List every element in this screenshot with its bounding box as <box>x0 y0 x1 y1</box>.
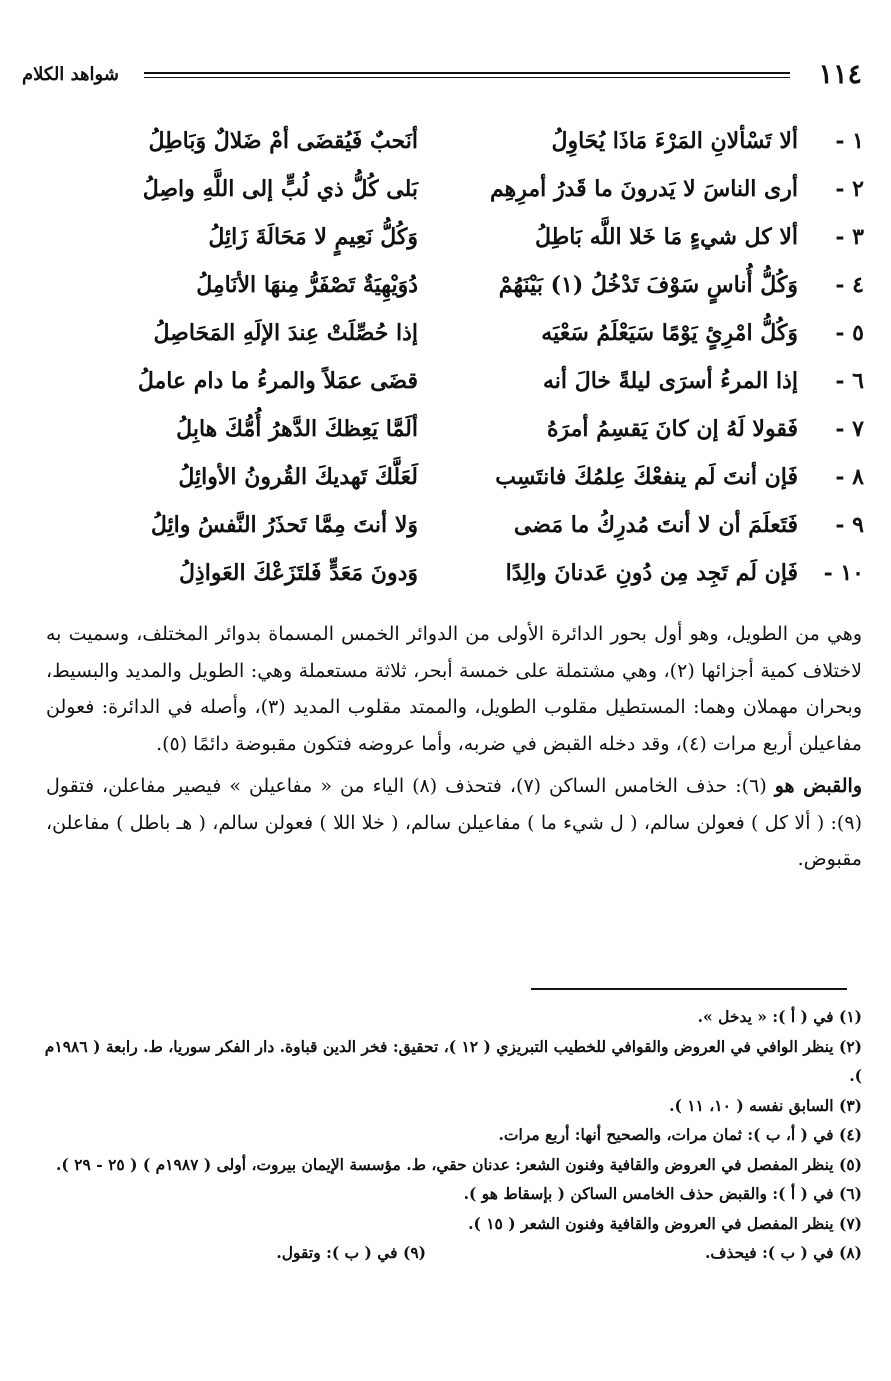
verse-number: ١ - <box>835 128 864 154</box>
footnote: (١) في ( أ ): « يدخل ». <box>697 1007 862 1026</box>
verse-first-hemistich: وَكُلُّ أُناسٍ سَوْفَ تَدْخُلُ (١) بَيْنَهُمْ <box>498 272 798 298</box>
verse-first-hemistich: فَإن لَم تَجِد مِن دُونِ عَدنانَ والِدًا <box>505 560 798 586</box>
paragraph-body: (٦): حذف الخامس الساكن (٧)، فتحذف (٨) الياء من « مفاعيلن » فيصير مفاعلن، فتقول (٩): ( ألا كل ) فعولن سالم، ( ل شيء ما ) مفاعيلن سالم، ( خلا اللا ) فعولن سالم، ( هـ باطل ) مفاعلن، مقبوض. <box>46 775 862 870</box>
verse-second-hemistich: وَلا أنتَ مِمَّا تَحذَرُ النَّفسُ وائِلُ <box>150 512 418 538</box>
verse-row <box>48 312 864 360</box>
footnote: (٣) السابق نفسه ( ١٠، ١١ ). <box>669 1095 862 1115</box>
verse-row <box>48 504 864 552</box>
verse-row <box>48 120 864 168</box>
verse-number: ٨ - <box>835 464 864 490</box>
verse-number: ٤ - <box>835 272 864 298</box>
footnote-separator <box>531 988 847 990</box>
commentary-paragraph: وهي من الطويل، وهو أول بحور الدائرة الأولى من الدوائر الخمس المسماة بدوائر المختلف، وسميت به لاختلاف كمية أجزائها (٢)، وهي مشتملة على خمسة أبحر، ثلاثة مستعملة وهي: الطويل والمديد والبسيط، وبحران مهملان وهما: المستطيل مقلوب الطويل، والممتد مقلوب المديد (٣)، وأصله في الدائرة: فعولن مفاعيلن أربع مرات (٤)، وقد دخله القبض في ضربه، وأما عروضه فتكون مقبوضة دائمًا (٥). <box>46 623 863 755</box>
verse-second-hemistich: دُوَيْهِيَةٌ تَصْفَرُّ مِنهَا الأنَامِلُ <box>196 272 418 298</box>
footnote: (٩) في ( ب ): وتقول. <box>276 1243 426 1262</box>
paragraph-lead: والقبض هو <box>774 775 862 797</box>
verse-first-hemistich: فَتَعلَمَ أن لا أنتَ مُدرِكُ ما مَضى <box>513 512 798 538</box>
verse-second-hemistich: أنَحبٌ فَيُقضَى أمْ ضَلالٌ وَبَاطِلُ <box>148 128 418 154</box>
verse-second-hemistich: قضَى عمَلاً والمرءُ ما دام عاملُ <box>137 368 418 394</box>
verse-row <box>48 168 864 216</box>
verse-row <box>48 216 864 264</box>
verse-number: ٧ - <box>835 416 864 442</box>
verse-number: ٥ - <box>835 320 864 346</box>
verse-second-hemistich: لَعَلَّكَ تَهديكَ القُرونُ الأوائِلُ <box>178 464 418 490</box>
verse-first-hemistich: وَكُلُّ امْرِئٍ يَوْمًا سَيَعْلَمُ سَعْيَه <box>541 320 798 346</box>
verse-row <box>48 360 864 408</box>
verse-number: ٢ - <box>835 176 864 202</box>
verse-number: ٣ - <box>835 224 864 250</box>
header-rule <box>144 72 790 74</box>
verse-first-hemistich: فَإن أنتَ لَم ينفعْكَ عِلمُكَ فانتَسِب <box>495 464 798 490</box>
verse-number: ١٠ - <box>823 560 864 586</box>
footnote: (٥) ينظر المفصل في العروض والقافية وفنون الشعر: عدنان حقي، ط. مؤسسة الإيمان بيروت، أولى ( ١٩٨٧م ) ( ٢٥ - ٢٩ ). <box>56 1154 862 1174</box>
verse-second-hemistich: إذا حُصِّلَتْ عِندَ الإلَهِ المَحَاصِلُ <box>153 320 418 346</box>
verse-number: ٩ - <box>835 512 864 538</box>
commentary-paragraph <box>46 768 862 878</box>
verse-first-hemistich: ألا كل شيءٍ مَا خَلا اللَّه بَاطِلُ <box>535 224 798 250</box>
footnote: (٤) في ( أ، ب ): ثمان مرات، والصحيح أنها: أربع مرات. <box>498 1125 862 1144</box>
commentary <box>46 616 862 878</box>
verse-first-hemistich: فَقولا لَهُ إن كانَ يَقسِمُ أمرَهُ <box>546 416 798 442</box>
footnote: (٧) ينظر المفصل في العروض والقافية وفنون الشعر ( ١٥ ). <box>468 1213 862 1233</box>
running-header <box>22 58 862 92</box>
verse-first-hemistich: أرى الناسَ لا يَدرونَ ما قَدرُ أمرِهِم <box>490 176 798 202</box>
verse-row <box>48 264 864 312</box>
footnote: (٦) في ( أ ): والقبض حذف الخامس الساكن ( بإسقاط هو ). <box>463 1184 862 1203</box>
footnote: (٢) ينظر الوافي في العروض والقوافي للخطيب التبريزي ( ١٢ )، تحقيق: فخر الدين قباوة. دار الفكر سوريا، ط. رابعة ( ١٩٨٦م ). <box>44 1036 862 1085</box>
verse-row <box>48 552 864 600</box>
verse-second-hemistich: ألَمَّا يَعِظكَ الدَّهرُ أُمُّكَ هابِلُ <box>176 416 418 442</box>
verse-second-hemistich: وَكُلُّ نَعِيمٍ لا مَحَالَةَ زَائِلُ <box>208 224 418 250</box>
footnote: (٨) في ( ب ): فيحذف. <box>705 1243 862 1262</box>
verse-number: ٦ - <box>835 368 864 394</box>
running-title: شواهد الكلام <box>22 64 119 85</box>
footnote-pair <box>40 1238 862 1268</box>
page-number: ١١٤ <box>818 59 862 90</box>
verse-row <box>48 456 864 504</box>
poem-verses <box>48 120 864 600</box>
verse-first-hemistich: إذا المرءُ أسرَى ليلةً خالَ أنه <box>543 368 798 394</box>
verse-second-hemistich: بَلى كُلُّ ذي لُبٍّ إلى اللَّهِ واصِلُ <box>142 176 418 202</box>
verse-second-hemistich: وَدونَ مَعَدٍّ فَلتَزَعْكَ العَواذِلُ <box>178 560 418 586</box>
footnotes <box>40 1002 862 1268</box>
verse-row <box>48 408 864 456</box>
verse-first-hemistich: ألا تَسْألانِ المَرْءَ مَاذَا يُحَاوِلُ <box>551 128 798 154</box>
